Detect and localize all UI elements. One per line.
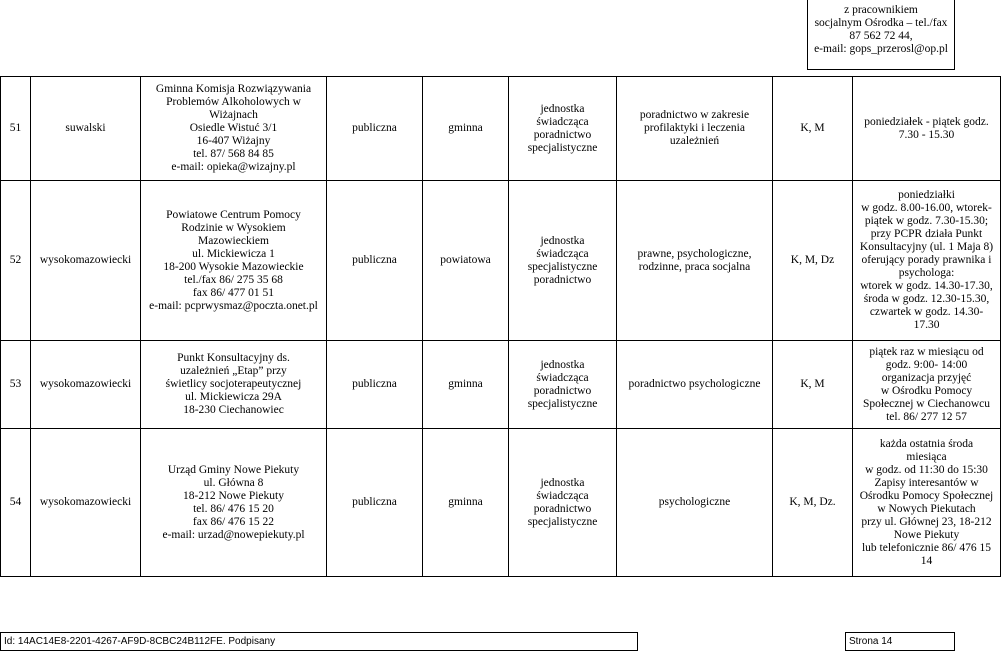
table-row [1,429,1001,577]
hours-cell-line: godz. 9:00- 14:00 [885,358,968,371]
hours-cell-line: Ośrodku Pomocy Społecznej [859,489,994,502]
institution-cell [141,429,327,577]
region-cell: wysokomazowiecki [31,429,141,577]
institution-cell-line: ul. Mickiewicza 1 [192,247,275,260]
institution-cell-line: Punkt Konsultacyjny ds. [177,352,290,364]
region-cell: suwalski [31,77,141,181]
institution-cell-line: Urząd Gminy Nowe Piekuty [167,463,300,476]
hours-cell-line: tel. 86/ 277 12 57 [886,410,967,423]
institution-cell [141,181,327,341]
row-number-cell: 51 [1,77,31,181]
hours-cell-line: w godz. 8.00-16.00, wtorek- [861,202,992,214]
hours-cell [853,77,1001,181]
institution-cell-line: e-mail: pcprwysmaz@poczta.onet.pl [149,299,318,312]
hours-cell-line: poniedziałki [898,189,955,201]
unit-type-cell-line: specjalistyczne [527,397,598,410]
institution-cell-line: Gminna Komisja Rozwiązywania [155,83,312,95]
level-cell: gminna [423,341,509,429]
institution-cell-line: ul. Mickiewicza 29A [185,391,282,403]
unit-type-cell [509,77,617,181]
target-group-cell: K, M [773,77,853,181]
hours-cell-line: piątek w godz. 7.30-15.30; [864,215,989,227]
hours-cell-line: czwartek w godz. 14.30- [869,306,984,318]
top-cell-line: z pracownikiem [844,4,918,16]
continued-hours-cell [807,0,955,70]
scope-cell-line: poradnictwo w zakresie [639,109,750,121]
institution-cell [141,77,327,181]
unit-type-cell [509,341,617,429]
scope-cell [617,181,773,341]
institutions-table [0,76,1001,577]
institution-cell-line: Powiatowe Centrum Pomocy [166,208,301,221]
hours-cell-line: Nowe Piekuty [893,528,960,541]
institution-cell-line: e-mail: opieka@wizajny.pl [171,161,296,173]
document-id-label: Id: 14AC14E8-2201-4267-AF9D-8CBC24B112FE. Podpisany [0,632,638,651]
ownership-cell: publiczna [327,341,423,429]
institution-cell-line: Mazowieckiem [198,234,269,247]
table-row [1,341,1001,429]
unit-type-cell-line: świadcząca [536,115,589,128]
institution-cell-line: świetlicy socjoterapeutycznej [165,378,302,390]
unit-type-cell-line: jednostka [540,476,585,489]
hours-cell-line: Zapisy interesantów w [874,476,979,489]
ownership-cell: publiczna [327,77,423,181]
institution-cell-line: uzależnień „Etap” przy [180,365,287,377]
institution-cell-line: 18-200 Wysokie Mazowieckie [163,260,304,273]
unit-type-cell-line: specjalistyczne [527,141,598,154]
unit-type-cell-line: świadcząca [536,247,589,260]
hours-cell-line: w Nowych Piekutach [877,502,976,515]
scope-cell-line: uzależnień [669,135,720,147]
scope-cell-line: rodzinne, praca socjalna [638,260,751,273]
region-cell: wysokomazowiecki [31,181,141,341]
row-number-cell: 53 [1,341,31,429]
unit-type-cell-line: jednostka [540,102,585,115]
hours-cell-line: Konsultacyjny (ul. 1 Maja 8) [859,241,994,253]
top-cell-line: socjalnym Ośrodka – tel./fax [814,17,948,29]
scope-cell-line: psychologiczne [658,496,731,508]
scope-cell [617,77,773,181]
row-number-cell: 54 [1,429,31,577]
hours-cell-line: organizacja przyjęć [881,371,972,384]
unit-type-cell-line: poradnictwo [533,273,592,286]
target-group-cell: K, M [773,341,853,429]
institution-cell-line: Osiedle Wistuć 3/1 [189,122,278,134]
unit-type-cell-line: poradnictwo [533,502,592,515]
ownership-cell: publiczna [327,429,423,577]
target-group-cell: K, M, Dz. [773,429,853,577]
institution-cell-line: fax 86/ 476 15 22 [192,515,275,528]
table-row [1,77,1001,181]
ownership-cell: publiczna [327,181,423,341]
level-cell: gminna [423,77,509,181]
institution-cell [141,341,327,429]
hours-cell-line: psychologa: [898,267,955,279]
hours-cell-line: przy PCPR działa Punkt [870,228,983,240]
page-number-label: Strona 14 [845,632,955,651]
region-cell: wysokomazowiecki [31,341,141,429]
institution-cell-line: ul. Główna 8 [203,476,264,489]
hours-cell-line: 14 [920,554,933,567]
hours-cell [853,181,1001,341]
hours-cell-line: wtorek w godz. 14.30-17.30, [860,280,993,292]
hours-cell-line: poniedziałek - piątek godz. [864,115,989,128]
table-row [1,181,1001,341]
unit-type-cell-line: specjalistyczne [527,515,598,528]
hours-cell [853,429,1001,577]
institution-cell-line: Wiżajnach [209,109,258,121]
institution-cell-line: Rodzinie w Wysokiem [181,221,286,234]
unit-type-cell-line: świadcząca [536,371,589,384]
page-footer [0,632,955,653]
institution-cell-line: e-mail: urzad@nowepiekuty.pl [162,528,305,541]
hours-cell-line: piątek raz w miesiącu od [869,345,984,358]
unit-type-cell-line: poradnictwo [533,384,592,397]
top-cell-line: e-mail: gops_przerosl@op.pl [814,43,948,55]
institution-cell-line: Problemów Alkoholowych w [166,96,301,108]
scope-cell [617,429,773,577]
level-cell: gminna [423,429,509,577]
hours-cell-line: każda ostatnia środa [879,437,974,450]
hours-cell-line: przy ul. Głównej 23, 18-212 [861,515,992,528]
institution-cell-line: 18-212 Nowe Piekuty [183,489,284,502]
scope-cell-line: prawne, psychologiczne, [637,247,752,260]
hours-cell-line: lub telefonicznie 86/ 476 15 [861,541,992,554]
institution-cell-line: fax 86/ 477 01 51 [192,286,275,299]
scope-cell-line: poradnictwo psychologiczne [628,378,761,390]
institution-cell-line: tel. 86/ 476 15 20 [193,502,274,515]
unit-type-cell-line: świadcząca [536,489,589,502]
target-group-cell: K, M, Dz [773,181,853,341]
row-number-cell: 52 [1,181,31,341]
hours-cell-line: miesiąca [906,450,947,463]
hours-cell-line: oferujący porady prawnika i [861,254,992,266]
hours-cell-line: 7.30 - 15.30 [898,128,955,141]
scope-cell [617,341,773,429]
unit-type-cell-line: jednostka [540,234,585,247]
unit-type-cell [509,181,617,341]
hours-cell-line: 17.30 [913,319,940,331]
hours-cell-line: w Ośrodku Pomocy [880,384,973,397]
scope-cell-line: profilaktyki i leczenia [644,122,745,134]
unit-type-cell [509,429,617,577]
top-cell-line: 87 562 72 44, [849,30,913,42]
hours-cell [853,341,1001,429]
institution-cell-line: tel. 87/ 568 84 85 [193,148,274,160]
level-cell: powiatowa [423,181,509,341]
institution-cell-line: 16-407 Wiżajny [196,135,271,147]
institution-cell-line: 18-230 Ciechanowiec [183,404,284,416]
unit-type-cell-line: poradnictwo [533,128,592,141]
hours-cell-line: w godz. od 11:30 do 15:30 [865,463,988,476]
unit-type-cell-line: jednostka [540,358,585,371]
institution-cell-line: tel./fax 86/ 275 35 68 [184,273,283,286]
hours-cell-line: środa w godz. 12.30-15.30, [863,293,990,305]
unit-type-cell-line: specjalistyczne [527,260,598,273]
hours-cell-line: Społecznej w Ciechanowcu [862,397,991,410]
